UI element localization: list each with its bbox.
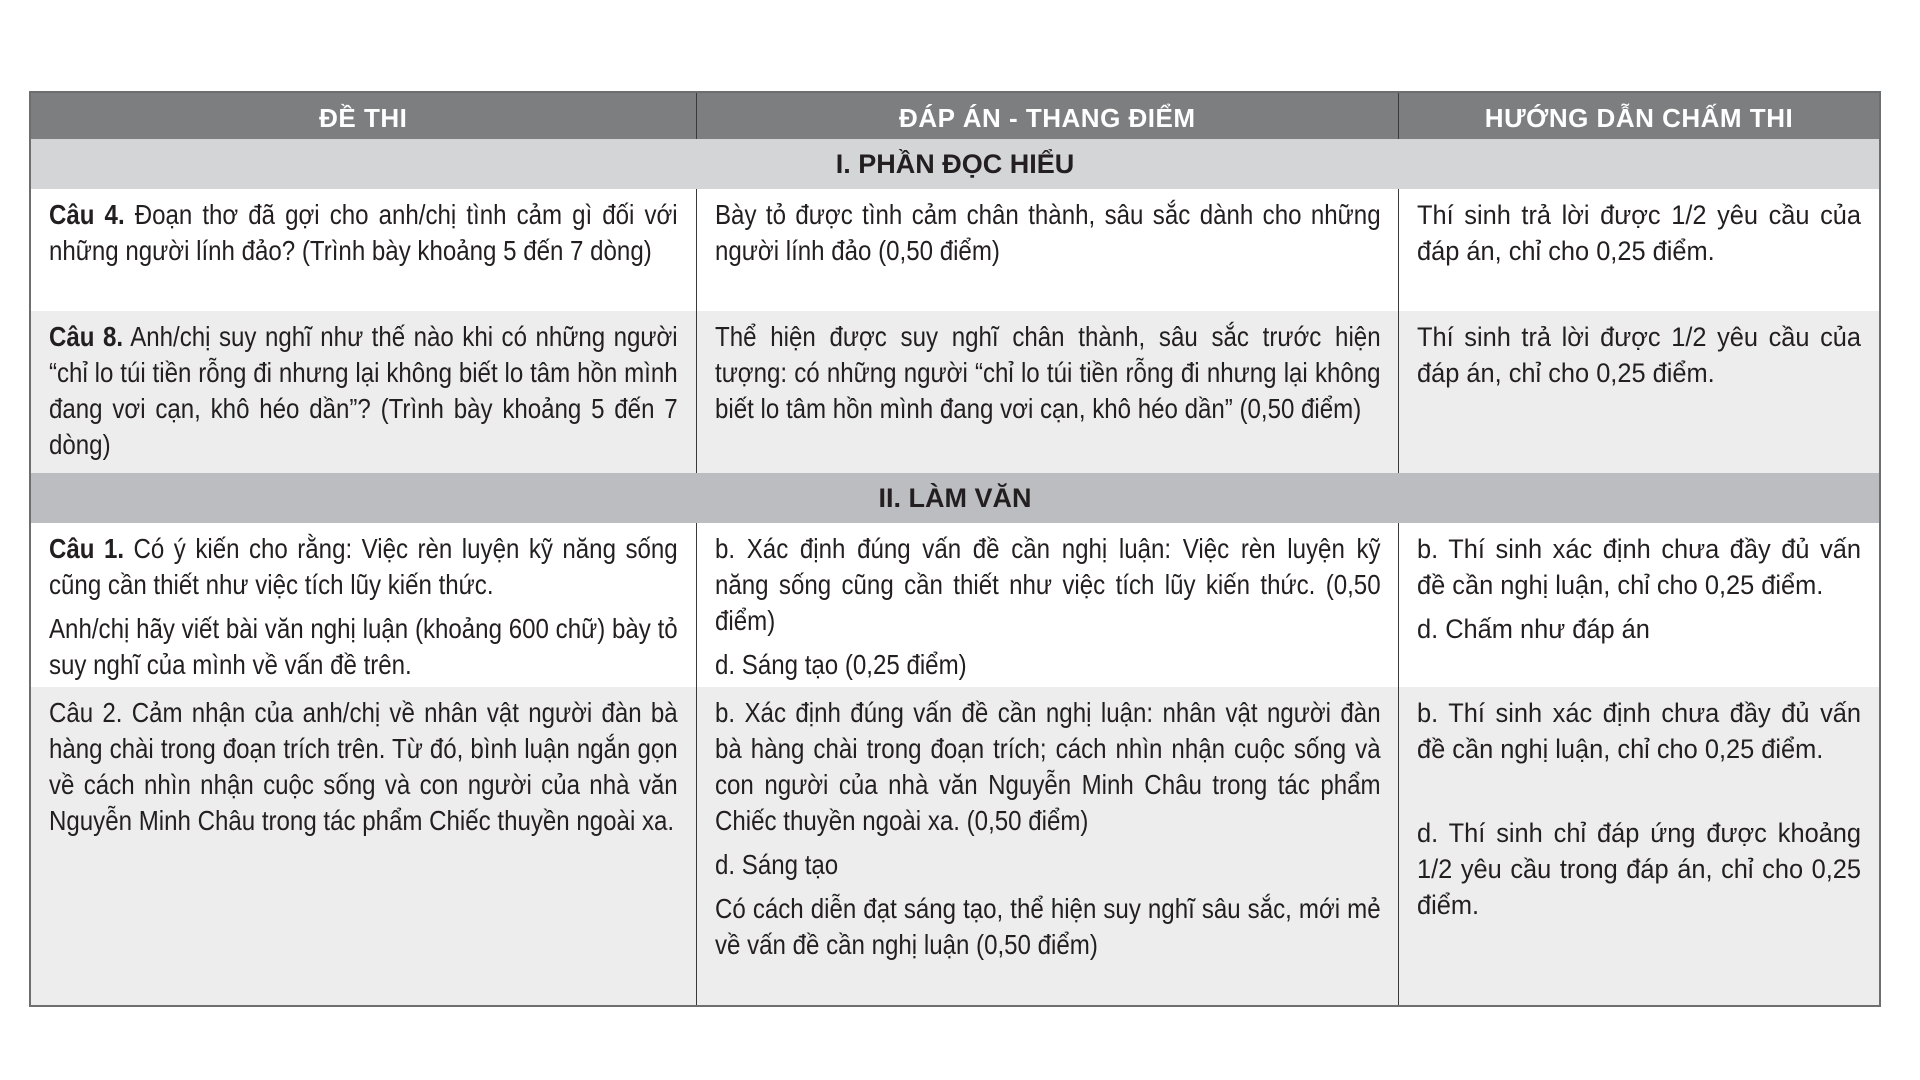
grading-table — [29, 91, 1881, 1007]
spacer — [1417, 775, 1861, 815]
answer-text: Bày tỏ được tình cảm chân thành, sâu sắc dành cho những người lính đảo (0,50 điểm) — [714, 199, 1381, 266]
question-text: Câu 4. Đoạn thơ đã gợi cho anh/chị tình cảm gì đối với những người lính đảo? (Trình bày khoảng 5 đến 7 dòng) — [49, 199, 678, 266]
guide-text: b. Thí sinh xác định chưa đầy đủ vấn đề cần nghị luận, chỉ cho 0,25 điểm. — [1417, 698, 1862, 764]
header-answer-score: ĐÁP ÁN - THANG ĐIỂM — [697, 93, 1399, 139]
question-cell — [31, 311, 697, 473]
guide-cell — [1399, 687, 1879, 1005]
question-text: Câu 1. Có ý kiến cho rằng: Việc rèn luyện kỹ năng sống cũng cần thiết như việc tích lũy kiến thức. — [49, 533, 678, 600]
answer-cell — [697, 687, 1399, 1005]
question-extra: Anh/chị hãy viết bài văn nghị luận (khoảng 600 chữ) bày tỏ suy nghĩ của mình về vấn đề trên. — [49, 613, 678, 680]
table-row — [31, 311, 1879, 473]
answer-text: d. Sáng tạo (0,25 điểm) — [714, 649, 967, 680]
guide-cell — [1399, 311, 1879, 473]
question-text: Câu 2. Cảm nhận của anh/chị về nhân vật người đàn bà hàng chài trong đoạn trích trên. Từ đó, bình luận ngắn gọn về cách nhìn nhận cuộc sống và con người của nhà văn Nguyễn Minh Châu trong tác phẩm Chiếc thuyền ngoài xa. — [49, 697, 678, 836]
answer-text: Có cách diễn đạt sáng tạo, thể hiện suy nghĩ sâu sắc, mới mẻ về vấn đề cần nghị luận (0,50 điểm) — [714, 893, 1381, 960]
question-cell — [31, 189, 697, 311]
answer-cell — [697, 311, 1399, 473]
table-row — [31, 189, 1879, 311]
guide-text: Thí sinh trả lời được 1/2 yêu cầu của đáp án, chỉ cho 0,25 điểm. — [1417, 200, 1862, 266]
header-exam: ĐỀ THI — [31, 93, 697, 139]
table-row — [31, 523, 1879, 687]
guide-text: b. Thí sinh xác định chưa đầy đủ vấn đề cần nghị luận, chỉ cho 0,25 điểm. — [1417, 534, 1862, 600]
section-essay: II. LÀM VĂN — [31, 473, 1879, 523]
header-grading-guide: HƯỚNG DẪN CHẤM THI — [1484, 103, 1794, 133]
guide-text: Thí sinh trả lời được 1/2 yêu cầu của đáp án, chỉ cho 0,25 điểm. — [1417, 322, 1862, 388]
table-header — [31, 93, 1879, 139]
answer-text: d. Sáng tạo — [714, 849, 838, 880]
guide-cell — [1399, 189, 1879, 311]
guide-text: d. Chấm như đáp án — [1417, 614, 1650, 644]
question-text: Câu 8. Anh/chị suy nghĩ như thế nào khi có những người “chỉ lo túi tiền rỗng đi nhưng lại không biết lo tâm hồn mình đang vơi cạn, khô héo dần”? (Trình bày khoảng 5 đến 7 dòng) — [49, 321, 678, 460]
question-cell — [31, 687, 697, 1005]
answer-cell — [697, 189, 1399, 311]
answer-text: Thể hiện được suy nghĩ chân thành, sâu sắc trước hiện tượng: có những người “chỉ lo túi tiền rỗng đi nhưng lại không biết lo tâm hồn mình đang vơi cạn, khô héo dần” (0,50 điểm) — [714, 321, 1381, 424]
answer-text: b. Xác định đúng vấn đề cần nghị luận: nhân vật người đàn bà hàng chài trong đoạn trích; cách nhìn nhận cuộc sống và con người của nhà văn Nguyễn Minh Châu trong tác phẩm Chiếc thuyền ngoài xa. (0,50 điểm) — [714, 697, 1381, 836]
answer-cell — [697, 523, 1399, 687]
table-row — [31, 687, 1879, 1005]
question-label: Câu 4. — [49, 199, 125, 230]
question-cell — [31, 523, 697, 687]
guide-text: d. Thí sinh chỉ đáp ứng được khoảng 1/2 yêu cầu trong đáp án, chỉ cho 0,25 điểm. — [1417, 818, 1862, 920]
question-label: Câu 1. — [49, 533, 125, 564]
answer-text: b. Xác định đúng vấn đề cần nghị luận: Việc rèn luyện kỹ năng sống cũng cần thiết như việc tích lũy kiến thức. (0,50 điểm) — [714, 533, 1381, 636]
guide-cell — [1399, 523, 1879, 687]
question-label: Câu 8. — [49, 321, 124, 352]
section-reading: I. PHẦN ĐỌC HIỂU — [31, 139, 1879, 189]
